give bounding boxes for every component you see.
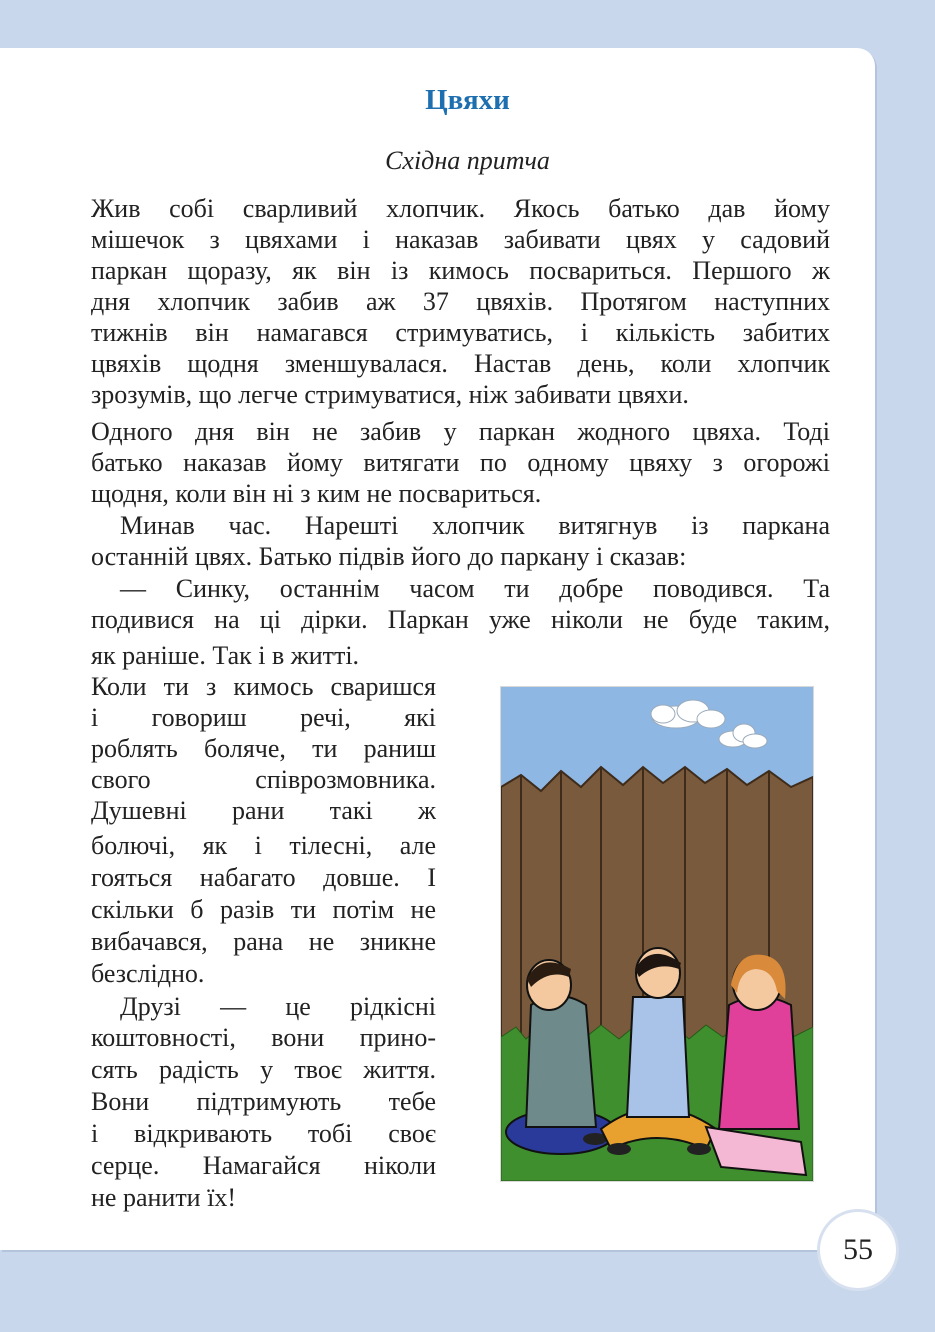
- fence-illustration: [500, 686, 814, 1182]
- page-number: 55: [820, 1212, 896, 1288]
- text-line: цвяхів щодня зменшувалася. Настав день, коли хлопчик: [91, 349, 830, 378]
- text-line: не ранити їх!: [91, 1183, 236, 1212]
- text-line: тижнів він намагався стримуватись, і кількість забитих: [91, 318, 830, 347]
- text-line: Вони підтримують тебе: [91, 1087, 436, 1116]
- story-title: Цвяхи: [425, 84, 510, 116]
- text-line: роблять боляче, ти раниш: [91, 734, 436, 763]
- text-line: батько наказав йому витягати по одному цвяху з огорожі: [91, 448, 830, 477]
- text-line: як раніше. Так і в житті.: [91, 641, 360, 670]
- text-line: вибачався, рана не зникне: [91, 927, 436, 956]
- text-line: гояться набагато довше. І: [91, 863, 436, 892]
- text-line: скільки б разів ти потім не: [91, 895, 436, 924]
- text-line: серце. Намагайся ніколи: [91, 1151, 436, 1180]
- text-line: Жив собі сварливий хлопчик. Якось батько дав йому: [91, 194, 830, 223]
- text-line: Друзі — це рідкісні: [120, 992, 436, 1021]
- text-line: Одного дня він не забив у паркан жодного цвяха. Тоді: [91, 417, 830, 446]
- text-line: Душевні рани такі ж: [91, 796, 436, 825]
- text-line: Минав час. Нарешті хлопчик витягнув із паркана: [120, 511, 830, 540]
- text-line: болючі, як і тілесні, але: [91, 831, 436, 860]
- text-line: сять радість у твоє життя.: [91, 1055, 436, 1084]
- text-line: безслідно.: [91, 959, 205, 988]
- text-line: дня хлопчик забив аж 37 цвяхів. Протягом наступних: [91, 287, 830, 316]
- text-line: і говориш речі, які: [91, 703, 436, 732]
- text-line: зрозумів, що легче стримуватися, ніж забивати цвяхи.: [91, 380, 689, 409]
- text-line: подивися на ці дірки. Паркан уже ніколи не буде таким,: [91, 605, 830, 634]
- text-line: коштовності, вони прино-: [91, 1023, 436, 1052]
- text-line: мішечок з цвяхами і наказав забивати цвях у садовий: [91, 225, 830, 254]
- text-line: паркан щоразу, як він із кимось посвариться. Першого ж: [91, 256, 830, 285]
- text-line: — Синку, останнім часом ти добре поводився. Та: [120, 574, 830, 603]
- story-subtitle: Східна притча: [385, 146, 550, 175]
- text-line: Коли ти з кимось сваришся: [91, 672, 436, 701]
- text-line: і відкривають тобі своє: [91, 1119, 436, 1148]
- text-line: останній цвях. Батько підвів його до паркану і сказав:: [91, 542, 687, 571]
- text-line: свого співрозмовника.: [91, 765, 436, 794]
- text-line: щодня, коли він ні з ким не посвариться.: [91, 479, 542, 508]
